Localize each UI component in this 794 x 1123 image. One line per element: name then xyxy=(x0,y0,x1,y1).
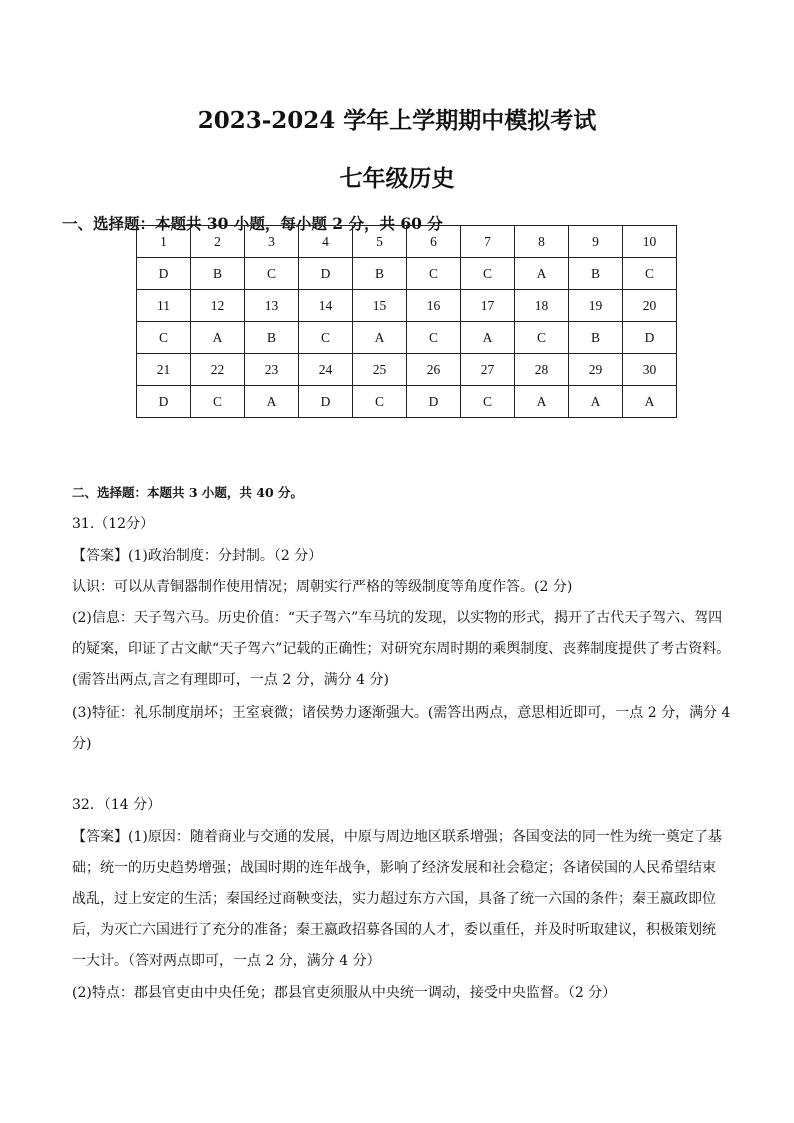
page-subtitle: 七年级历史 xyxy=(339,165,455,192)
q31-line: 的疑案，印证了古文献“天子驾六”记载的正确性；对研究东周时期的乘舆制度、丧葬制度提供了考古资料。 xyxy=(72,641,731,657)
answer-table-cell: 4 xyxy=(299,226,353,258)
q32-line: 战乱，过上安定的生活；秦国经过商鞅变法，实力超过东方六国，具备了统一六国的条件；秦王嬴政即位 xyxy=(72,891,716,907)
answer-table-cell: C xyxy=(137,322,191,354)
answer-table-cell: C xyxy=(353,386,407,418)
answer-table-cell: 19 xyxy=(569,290,623,322)
answer-table-row xyxy=(137,322,677,354)
answer-table-cell: C xyxy=(515,322,569,354)
q32-line: (2)特点：郡县官吏由中央任免；郡县官吏须服从中央统一调动，接受中央监督。（2 分） xyxy=(72,985,617,1001)
answer-table-cell: C xyxy=(461,258,515,290)
answer-table-cell: B xyxy=(191,258,245,290)
answer-table-cell: C xyxy=(245,258,299,290)
answer-table-cell: D xyxy=(137,386,191,418)
answer-table-cell: A xyxy=(623,386,677,418)
q32-line: 础；统一的历史趋势增强；战国时期的连年战争，影响了经济发展和社会稳定；各诸侯国的人民希望结束 xyxy=(72,860,716,876)
answer-table-cell: 8 xyxy=(515,226,569,258)
answer-table-cell: 1 xyxy=(137,226,191,258)
q31-line: (需答出两点,言之有理即可，一点 2 分，满分 4 分) xyxy=(72,672,389,688)
answer-table-cell: A xyxy=(461,322,515,354)
answer-table-cell: B xyxy=(353,258,407,290)
answer-table-cell: B xyxy=(569,322,623,354)
q32-line: 后，为灭亡六国进行了充分的准备；秦王嬴政招募各国的人才，委以重任，并及时听取建议，积极策划统 xyxy=(72,922,716,938)
answer-table-cell: B xyxy=(245,322,299,354)
answer-table-cell: C xyxy=(191,386,245,418)
answer-table-cell: 5 xyxy=(353,226,407,258)
answer-table-cell: 12 xyxy=(191,290,245,322)
answer-table-row xyxy=(137,386,677,418)
q31-line: 分) xyxy=(72,736,92,752)
answer-table-cell: A xyxy=(515,386,569,418)
answer-table-cell: 22 xyxy=(191,354,245,386)
q31-line: (3)特征：礼乐制度崩坏；王室衰微；诸侯势力逐渐强大。(需答出两点，意思相近即可，一点 2 分，满分 4 xyxy=(72,705,731,721)
answer-table-cell: A xyxy=(515,258,569,290)
answer-table-cell: 30 xyxy=(623,354,677,386)
answer-table-cell: D xyxy=(299,386,353,418)
answer-table-cell: 18 xyxy=(515,290,569,322)
answer-table-cell: D xyxy=(623,322,677,354)
answer-table-cell: 27 xyxy=(461,354,515,386)
answer-table-cell: 21 xyxy=(137,354,191,386)
answer-table-cell: 25 xyxy=(353,354,407,386)
answer-table-cell: D xyxy=(137,258,191,290)
answer-table-cell: 3 xyxy=(245,226,299,258)
answer-table-cell: 23 xyxy=(245,354,299,386)
answer-table-cell: A xyxy=(191,322,245,354)
answer-table-cell: 29 xyxy=(569,354,623,386)
q31-line: 【答案】(1)政治制度：分封制。（2 分） xyxy=(72,548,323,564)
answer-table-cell: C xyxy=(407,322,461,354)
answer-table-cell: 15 xyxy=(353,290,407,322)
answer-table xyxy=(136,225,677,418)
answer-table-cell: D xyxy=(299,258,353,290)
section-1-heading: 一、选择题：本题共 30 小题，每小题 2 分，共 60 分 xyxy=(62,214,443,233)
q31-line: (2)信息：天子驾六马。历史价值：“天子驾六”车马坑的发现，以实物的形式，揭开了古代天子驾六、驾四 xyxy=(72,610,723,626)
answer-table-cell: 10 xyxy=(623,226,677,258)
answer-table-cell: C xyxy=(407,258,461,290)
answer-table-cell: 24 xyxy=(299,354,353,386)
q32-line: 【答案】(1)原因：随着商业与交通的发展，中原与周边地区联系增强；各国变法的同一性为统一奠定了基 xyxy=(72,829,722,845)
answer-table-cell: 13 xyxy=(245,290,299,322)
answer-table-row xyxy=(137,290,677,322)
answer-table-cell: 2 xyxy=(191,226,245,258)
answer-table-cell: C xyxy=(299,322,353,354)
page-title: 2023-2024 学年上学期期中模拟考试 xyxy=(197,107,597,134)
answer-table-cell: A xyxy=(569,386,623,418)
answer-table-cell: A xyxy=(353,322,407,354)
q32-line: 一大计。（答对两点即可，一点 2 分，满分 4 分） xyxy=(72,953,381,969)
answer-table-row xyxy=(137,354,677,386)
answer-table-row xyxy=(137,258,677,290)
answer-table-cell: C xyxy=(623,258,677,290)
answer-table-cell: D xyxy=(407,386,461,418)
answer-table-cell: 28 xyxy=(515,354,569,386)
answer-table-cell: 17 xyxy=(461,290,515,322)
q31-line: 认识：可以从青铜器制作使用情况；周朝实行严格的等级制度等角度作答。(2 分) xyxy=(72,579,573,595)
answer-table-cell: 14 xyxy=(299,290,353,322)
answer-table-cell: 7 xyxy=(461,226,515,258)
q32-header: 32．（14 分） xyxy=(72,797,162,813)
q31-header: 31.（12分） xyxy=(72,516,155,532)
answer-table-cell: 9 xyxy=(569,226,623,258)
answer-table-cell: 26 xyxy=(407,354,461,386)
answer-table-cell: C xyxy=(461,386,515,418)
answer-table-cell: 16 xyxy=(407,290,461,322)
answer-table-cell: 20 xyxy=(623,290,677,322)
answer-table-cell: A xyxy=(245,386,299,418)
section-2-heading: 二、选择题：本题共 3 小题，共 40 分。 xyxy=(72,485,304,500)
answer-table-cell: B xyxy=(569,258,623,290)
answer-table-cell: 6 xyxy=(407,226,461,258)
answer-table-cell: 11 xyxy=(137,290,191,322)
answer-table-row xyxy=(137,226,677,258)
